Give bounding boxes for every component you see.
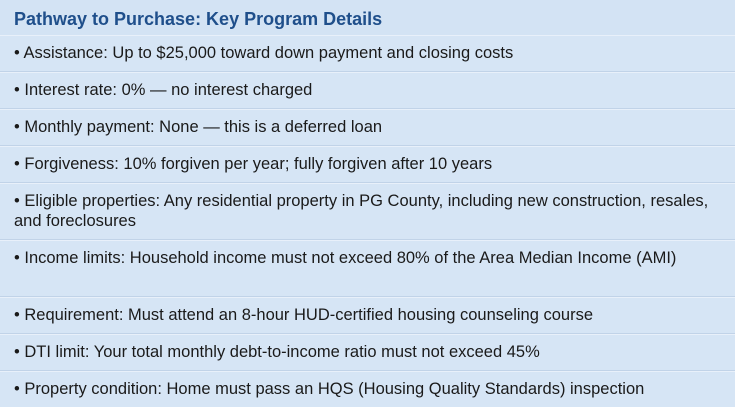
list-item-property-condition: • Property condition: Home must pass an HQS (Housing Quality Standards) inspection bbox=[0, 371, 735, 407]
list-item-dti-limit: • DTI limit: Your total monthly debt-to-income ratio must not exceed 45% bbox=[0, 334, 735, 371]
list-item-requirement: • Requirement: Must attend an 8-hour HUD-certified housing counseling course bbox=[0, 297, 735, 334]
list-item-assistance: • Assistance: Up to $25,000 toward down payment and closing costs bbox=[0, 35, 735, 72]
panel-title: Pathway to Purchase: Key Program Details bbox=[14, 9, 383, 29]
list-item-monthly-payment: • Monthly payment: None — this is a deferred loan bbox=[0, 109, 735, 146]
details-list bbox=[0, 35, 735, 407]
list-item-eligible-properties: • Eligible properties: Any residential property in PG County, including new construction, resales, and foreclosures bbox=[0, 183, 735, 240]
list-item-income-limits: • Income limits: Household income must not exceed 80% of the Area Median Income (AMI) bbox=[0, 240, 735, 297]
list-item-interest-rate: • Interest rate: 0% — no interest charged bbox=[0, 72, 735, 109]
list-item-forgiveness: • Forgiveness: 10% forgiven per year; fully forgiven after 10 years bbox=[0, 146, 735, 183]
